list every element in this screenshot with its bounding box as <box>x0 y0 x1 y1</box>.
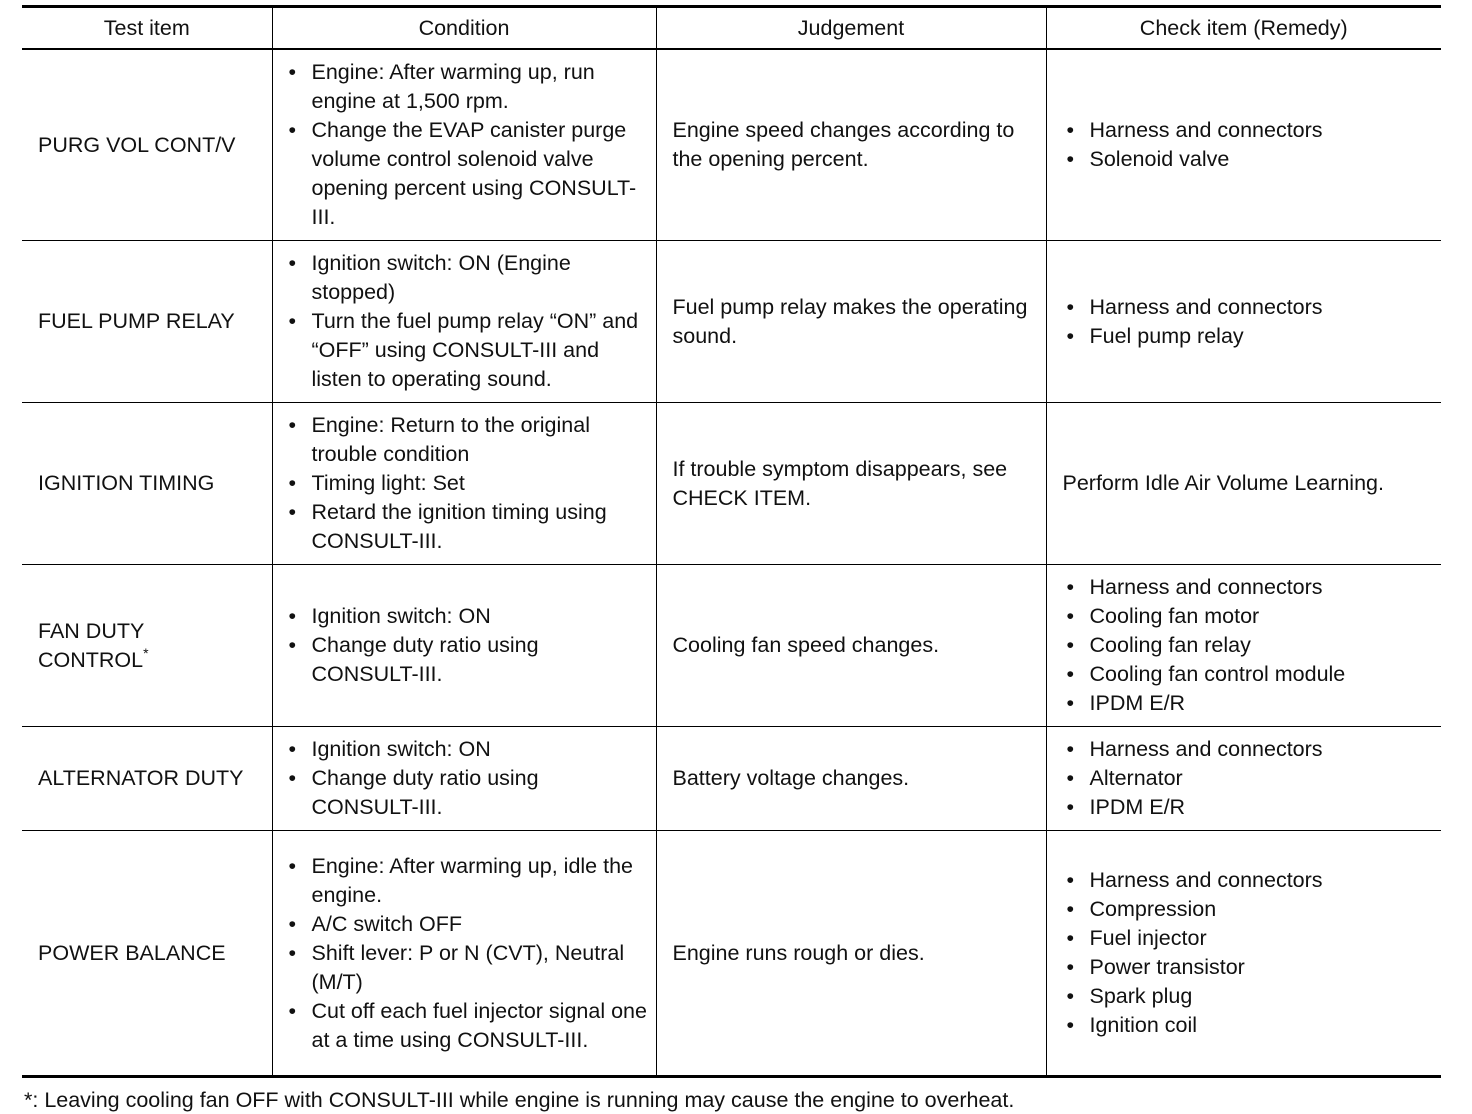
judgement-cell <box>656 565 1046 727</box>
header-condition: Condition <box>272 7 656 50</box>
list-item: • Change duty ratio using CONSULT-III. <box>285 631 648 689</box>
check-item-cell <box>1046 727 1441 831</box>
condition-cell <box>272 565 656 727</box>
condition-cell <box>272 403 656 565</box>
check-item-text: Perform Idle Air Volume Learning. <box>1062 471 1384 495</box>
list-item: • Timing light: Set <box>285 469 648 498</box>
list-item: • Alternator <box>1063 764 1426 793</box>
list-item: • Fuel pump relay <box>1063 322 1426 351</box>
list-item: • Shift lever: P or N (CVT), Neutral (M/T) <box>285 939 648 997</box>
list-item: • A/C switch OFF <box>285 910 648 939</box>
test-item-cell <box>22 727 272 831</box>
list-item: • Cooling fan motor <box>1063 602 1426 631</box>
table-row <box>22 565 1441 727</box>
judgement-text: Engine runs rough or dies. <box>672 940 925 965</box>
list-item: • Change the EVAP canister purge volume control solenoid valve opening percent using CONSULT-III. <box>285 116 648 232</box>
header-check-item: Check item (Remedy) <box>1046 7 1441 50</box>
list-item: • Power transistor <box>1063 953 1426 982</box>
judgement-cell <box>656 831 1046 1077</box>
test-item-cell <box>22 403 272 565</box>
footnote: *: Leaving cooling fan OFF with CONSULT-III while engine is running may cause the engine to overheat. <box>24 1088 1015 1112</box>
list-item: • Harness and connectors <box>1063 573 1426 602</box>
list-item: • Ignition coil <box>1063 1011 1426 1040</box>
table-row <box>22 49 1441 241</box>
judgement-text: Fuel pump relay makes the operating sound. <box>672 294 1028 348</box>
list-item: • Harness and connectors <box>1063 866 1426 895</box>
list-item: • IPDM E/R <box>1063 793 1426 822</box>
judgement-text: Cooling fan speed changes. <box>672 633 940 657</box>
check-item-cell <box>1046 565 1441 727</box>
header-judgement: Judgement <box>656 7 1046 50</box>
table-row <box>22 403 1441 565</box>
condition-cell <box>272 831 656 1077</box>
footnote-mark: * <box>143 644 149 661</box>
test-item-cell <box>22 831 272 1077</box>
check-item-cell <box>1046 831 1441 1077</box>
test-item-label: POWER BALANCE <box>38 940 226 965</box>
list-item: • IPDM E/R <box>1063 689 1426 718</box>
table-row <box>22 727 1441 831</box>
condition-cell <box>272 241 656 403</box>
judgement-text: Battery voltage changes. <box>672 766 910 790</box>
test-item-label: PURG VOL CONT/V <box>38 132 236 157</box>
test-item-label: IGNITION TIMING <box>38 471 215 495</box>
list-item: • Ignition switch: ON <box>285 735 648 764</box>
list-item: • Engine: Return to the original trouble condition <box>285 411 648 469</box>
list-item: • Engine: After warming up, idle the engine. <box>285 852 648 910</box>
check-item-cell <box>1046 49 1441 241</box>
table-row <box>22 241 1441 403</box>
table-row <box>22 831 1441 1077</box>
condition-cell <box>272 727 656 831</box>
judgement-cell <box>656 403 1046 565</box>
test-item-cell <box>22 49 272 241</box>
test-item-cell <box>22 565 272 727</box>
list-item: • Cut off each fuel injector signal one at a time using CONSULT-III. <box>285 997 648 1055</box>
list-item: • Cooling fan relay <box>1063 631 1426 660</box>
active-test-table <box>22 5 1441 1078</box>
check-item-cell <box>1046 241 1441 403</box>
list-item: • Retard the ignition timing using CONSULT-III. <box>285 498 648 556</box>
list-item: • Spark plug <box>1063 982 1426 1011</box>
list-item: • Fuel injector <box>1063 924 1426 953</box>
list-item: • Engine: After warming up, run engine at 1,500 rpm. <box>285 58 648 116</box>
header-test-item: Test item <box>22 7 272 50</box>
judgement-text: If trouble symptom disappears, see CHECK ITEM. <box>672 456 1008 510</box>
test-item-label: FAN DUTY CONTROL <box>38 618 144 672</box>
test-item-label: FUEL PUMP RELAY <box>38 309 235 333</box>
judgement-cell <box>656 727 1046 831</box>
test-item-label: ALTERNATOR DUTY <box>38 766 244 790</box>
judgement-text: Engine speed changes according to the opening percent. <box>672 118 1015 171</box>
header-row <box>22 7 1441 50</box>
judgement-cell <box>656 49 1046 241</box>
list-item: • Ignition switch: ON <box>285 602 648 631</box>
list-item: • Compression <box>1063 895 1426 924</box>
list-item: • Harness and connectors <box>1063 116 1426 145</box>
test-item-cell <box>22 241 272 403</box>
document <box>22 5 1441 1114</box>
check-item-cell <box>1046 403 1441 565</box>
list-item: • Cooling fan control module <box>1063 660 1426 689</box>
condition-cell <box>272 49 656 241</box>
list-item: • Solenoid valve <box>1063 145 1426 174</box>
list-item: • Harness and connectors <box>1063 735 1426 764</box>
list-item: • Turn the fuel pump relay “ON” and “OFF” using CONSULT-III and listen to operating sound. <box>285 307 648 394</box>
list-item: • Harness and connectors <box>1063 293 1426 322</box>
list-item: • Change duty ratio using CONSULT-III. <box>285 764 648 822</box>
list-item: • Ignition switch: ON (Engine stopped) <box>285 249 648 307</box>
judgement-cell <box>656 241 1046 403</box>
